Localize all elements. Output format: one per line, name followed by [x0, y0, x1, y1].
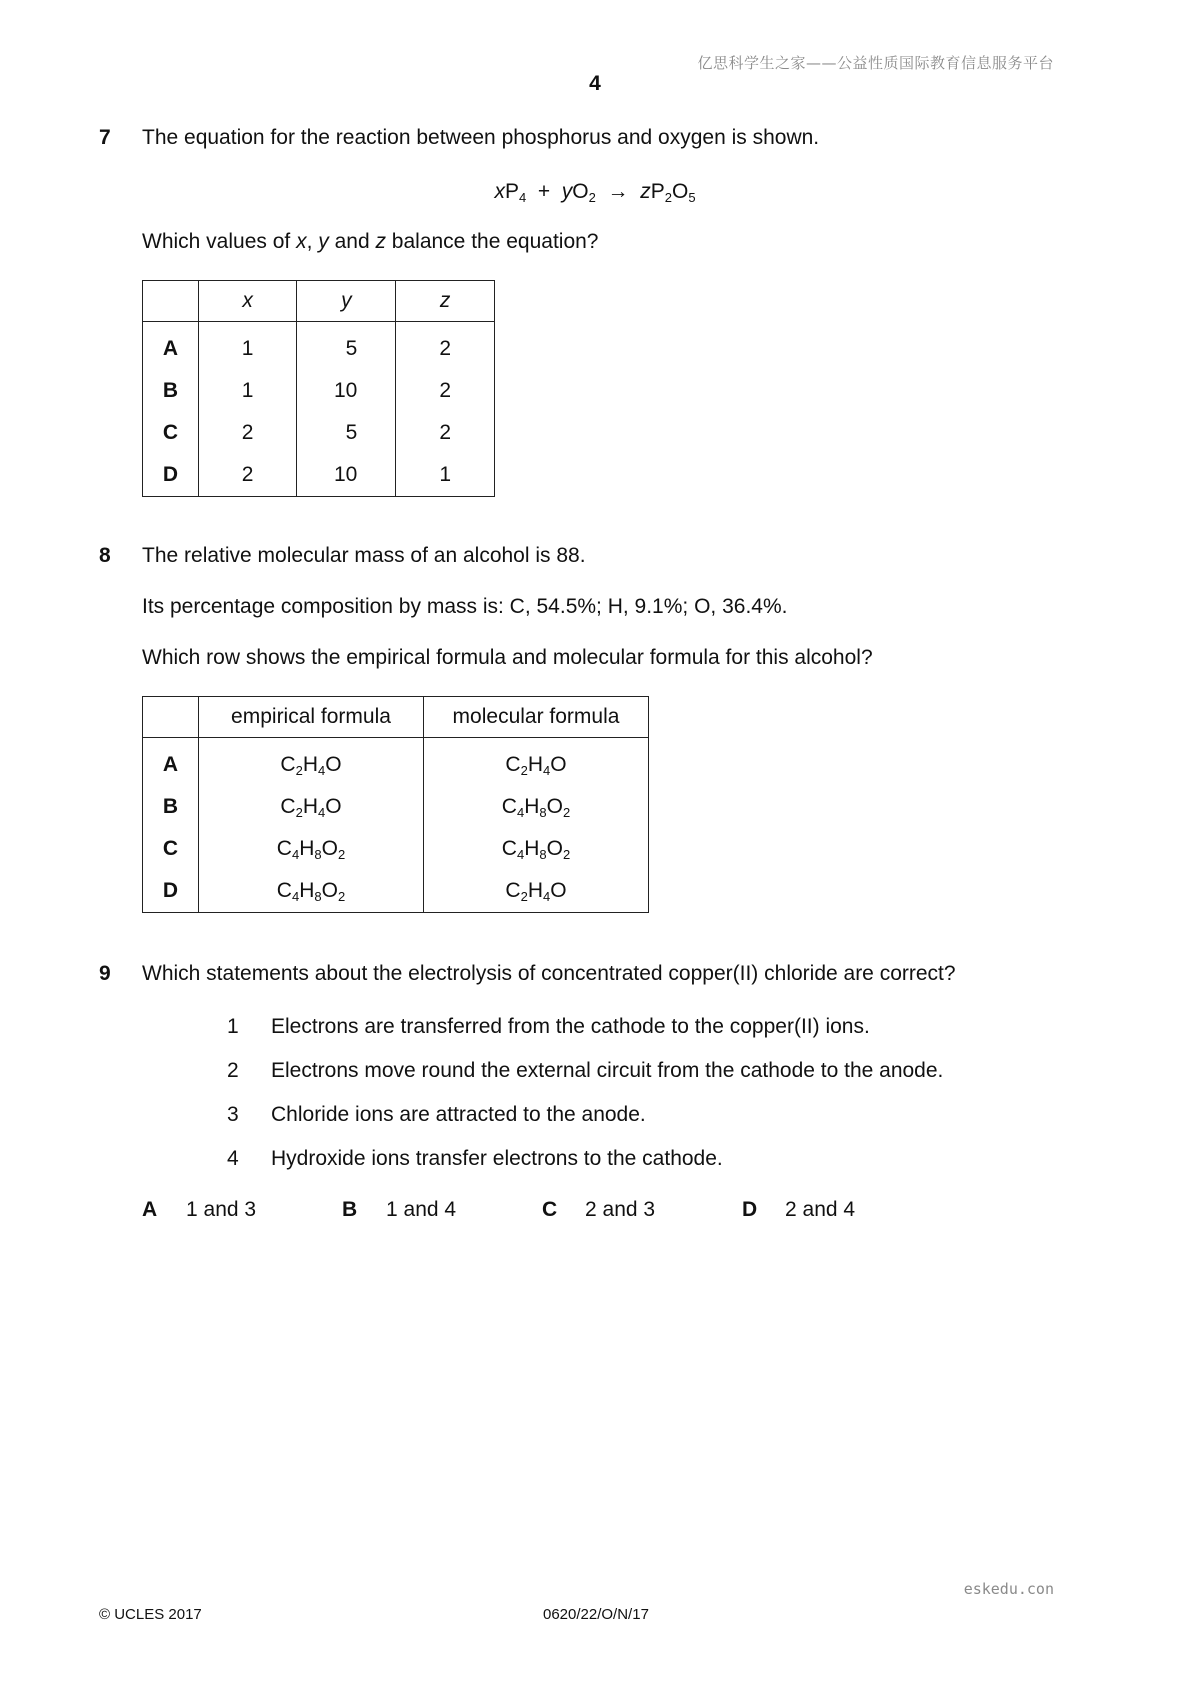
table-row: [143, 322, 495, 371]
answer-text-d: 2 and 4: [785, 1198, 856, 1221]
option-letter: B: [143, 370, 199, 412]
question-9-stem: Which statements about the electrolysis of concentrated copper(II) chloride are correct?: [142, 962, 956, 985]
cell-x: 2: [198, 412, 297, 454]
question-7-question: Which values of x, y and z balance the equation?: [142, 230, 599, 253]
table-header-y: y: [297, 281, 396, 322]
table-header-x: x: [198, 281, 297, 322]
question-8-line2: Its percentage composition by mass is: C, 54.5%; H, 9.1%; O, 36.4%.: [142, 595, 788, 618]
cell-molecular: $C_4H_8O_2$: [424, 786, 649, 828]
table-row: [143, 454, 495, 497]
cell-z: 1: [396, 454, 495, 497]
answer-text-c: 2 and 3: [585, 1198, 656, 1221]
question-9-number: 9: [99, 962, 111, 985]
answer-letter-c: C: [542, 1198, 558, 1221]
table-row: [143, 412, 495, 454]
statement-number: 2: [227, 1059, 239, 1082]
table-row: [143, 786, 649, 828]
question-8-number: 8: [99, 544, 111, 567]
cell-molecular: $C_4H_8O_2$: [424, 828, 649, 870]
table-row: [143, 828, 649, 870]
answer-text-b: 1 and 4: [386, 1198, 457, 1221]
answer-letter-d: D: [742, 1198, 758, 1221]
question-7-number: 7: [99, 126, 111, 149]
statement-number: 3: [227, 1103, 239, 1126]
table-header-blank: [143, 697, 199, 738]
statement-number: 1: [227, 1015, 239, 1038]
table-row: [143, 870, 649, 913]
question-8-line1: The relative molecular mass of an alcohol is 88.: [142, 544, 586, 567]
cell-y: 10: [297, 454, 396, 497]
cell-empirical: $C_2H_4O$: [199, 786, 424, 828]
cell-empirical: $C_4H_8O_2$: [199, 828, 424, 870]
option-letter: A: [143, 322, 199, 371]
question-7-stem: The equation for the reaction between phosphorus and oxygen is shown.: [142, 126, 820, 149]
table-header-molecular: molecular formula: [424, 697, 649, 738]
cell-empirical: $C_2H_4O$: [199, 738, 424, 787]
answer-letter-a: A: [142, 1198, 158, 1221]
cell-y: 10: [297, 370, 396, 412]
question-8-options-table: [142, 696, 649, 913]
question-7-equation: $xP_4 + yO_2 \to zP_2O_5$: [494, 180, 696, 205]
option-letter: D: [143, 454, 199, 497]
cell-z: 2: [396, 322, 495, 371]
watermark-top: 亿思科学生之家——公益性质国际教育信息服务平台: [697, 54, 1054, 72]
statement-text: Electrons move round the external circuit from the cathode to the anode.: [271, 1059, 944, 1082]
footer-copyright: © UCLES 2017: [99, 1606, 202, 1623]
table-row: [143, 738, 649, 787]
cell-x: 2: [198, 454, 297, 497]
cell-x: 1: [198, 370, 297, 412]
option-letter: D: [143, 870, 199, 913]
cell-x: 1: [198, 322, 297, 371]
cell-y: 5: [297, 322, 396, 371]
watermark-bottom: eskedu.con: [963, 1580, 1054, 1598]
answer-text-a: 1 and 3: [186, 1198, 257, 1221]
option-letter: A: [143, 738, 199, 787]
statement-text: Chloride ions are attracted to the anode.: [271, 1103, 646, 1126]
statement-number: 4: [227, 1147, 239, 1170]
statement-text: Hydroxide ions transfer electrons to the cathode.: [271, 1147, 723, 1170]
cell-y: 5: [297, 412, 396, 454]
table-header-empirical: empirical formula: [199, 697, 424, 738]
table-header-z: z: [396, 281, 495, 322]
cell-molecular: $C_2H_4O$: [424, 870, 649, 913]
option-letter: B: [143, 786, 199, 828]
question-7-options-table: [142, 280, 495, 497]
footer-paper-code: 0620/22/O/N/17: [543, 1606, 649, 1623]
table-header-blank: [143, 281, 199, 322]
cell-z: 2: [396, 370, 495, 412]
page-number: 4: [589, 72, 601, 95]
cell-empirical: $C_4H_8O_2$: [199, 870, 424, 913]
option-letter: C: [143, 412, 199, 454]
question-8-line3: Which row shows the empirical formula and molecular formula for this alcohol?: [142, 646, 873, 669]
statement-text: Electrons are transferred from the cathode to the copper(II) ions.: [271, 1015, 870, 1038]
cell-z: 2: [396, 412, 495, 454]
cell-molecular: $C_2H_4O$: [424, 738, 649, 787]
answer-letter-b: B: [342, 1198, 358, 1221]
option-letter: C: [143, 828, 199, 870]
table-row: [143, 370, 495, 412]
